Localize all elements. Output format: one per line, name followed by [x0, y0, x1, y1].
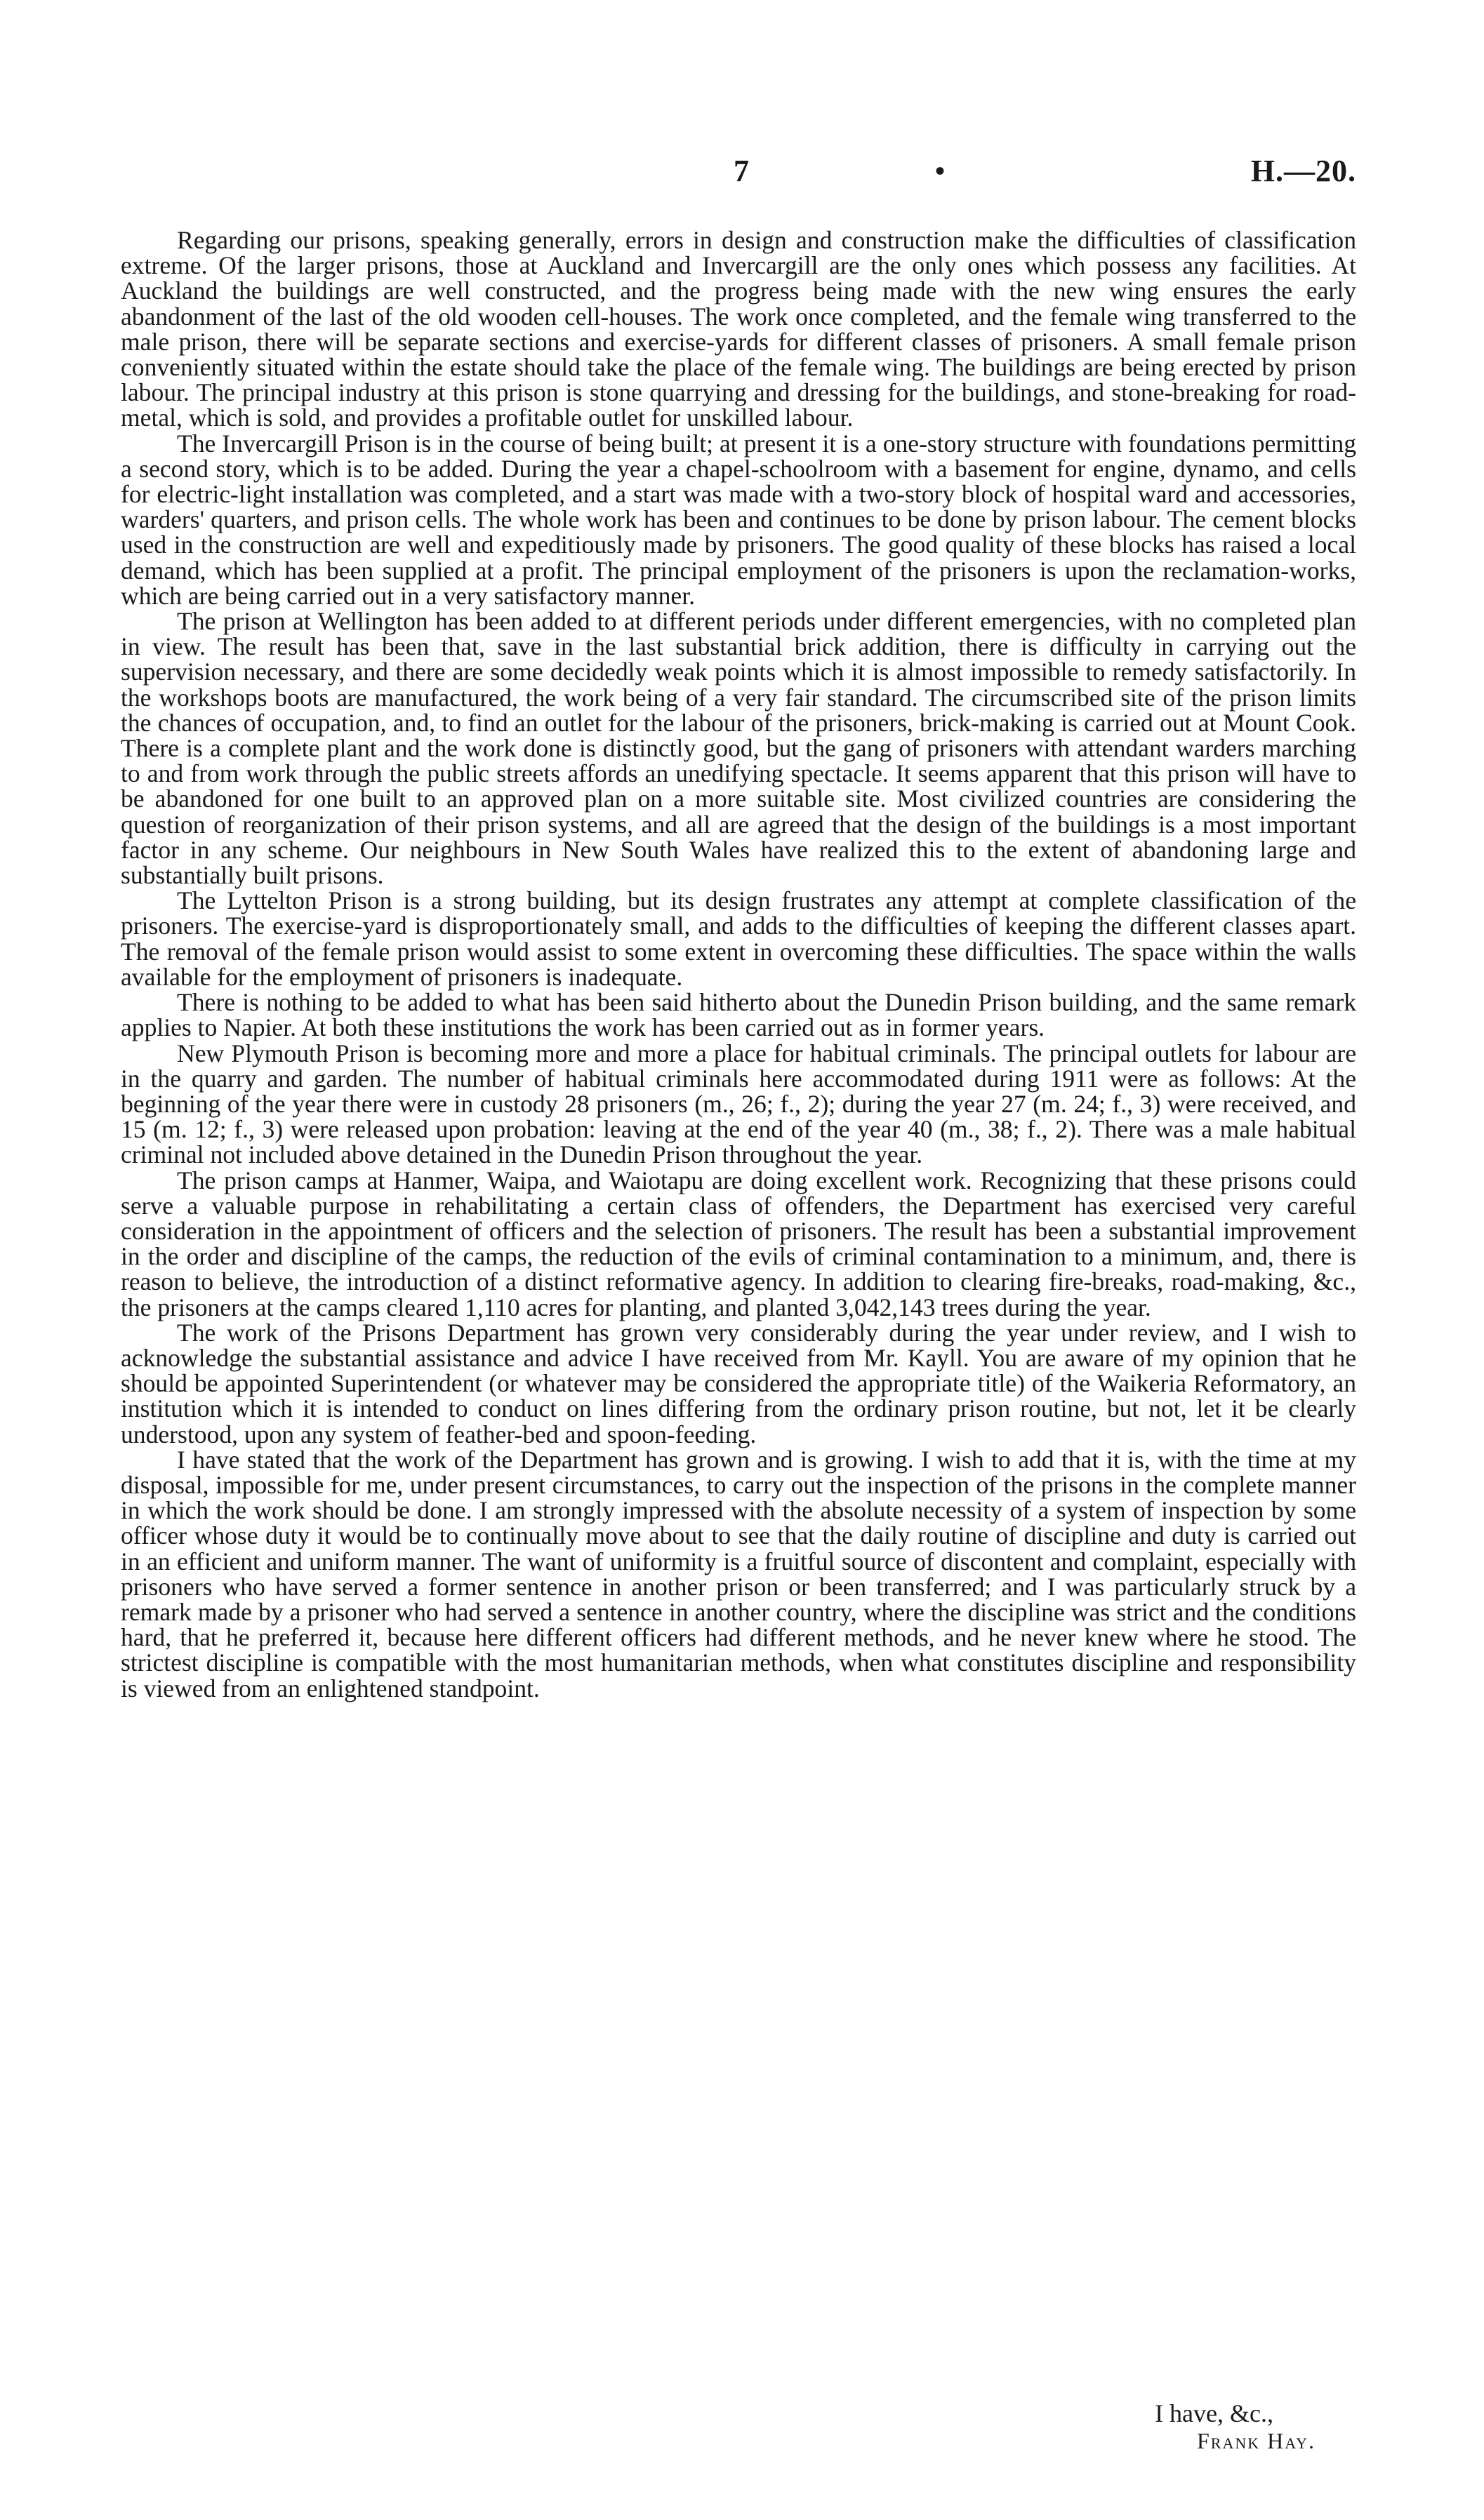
series-label: H.—20. — [1250, 154, 1356, 188]
page-header — [119, 153, 1356, 195]
paragraph-dunedin: There is nothing to be added to what has been said hitherto about the Dunedin Prison building, and the same remark applies to Napier. At both these institutions the work has been carried out as in former years. — [121, 988, 1356, 1042]
paragraph-inspection: I have stated that the work of the Department has grown and is growing. I wish to add that it is, with the time at my disposal, impossible for me, under present circumstances, to carry out the inspection of the prisons in the complete manner in which the work should be done. I am strongly impressed with the absolute necessity of a system of inspection by some officer whose duty it would be to continually move about to see that the daily routine of discipline and duty is carried out in an efficient and uniform manner. The want of uniformity is a fruitful source of discontent and complaint, especially with prisoners who have served a former sentence in another prison or been transferred; and I was particularly struck by a remark made by a prisoner who had served a sentence in another country, where the discipline was strict and the conditions hard, that he preferred it, because here different officers had different methods, and he never knew where he stood. The strictest discipline is compatible with the most humanitarian methods, when what constitutes discipline and responsibility is viewed from an enlightened standpoint. — [121, 1445, 1356, 1702]
header-dot: • — [935, 155, 946, 187]
paragraph-department-growth: The work of the Prisons Department has grown very considerably during the year under review, and I wish to acknowledge the substantial assistance and advice I have received from Mr. Kayll. You are aware of my opinion that he should be appointed Superintendent (or whatever may be considered the appropriate title) of the Waikeria Reformatory, an institution which it is intended to conduct on lines differing from the ordinary prison routine, but not, let it be clearly understood, upon any system of feather-bed and spoon-feeding. — [121, 1318, 1356, 1448]
paragraph-lyttelton: The Lyttelton Prison is a strong building, but its design frustrates any attempt at complete classification of the prisoners. The exercise-yard is disproportionately small, and adds to the difficulties of keeping the different classes apart. The removal of the female prison would assist to some extent in overcoming these difficulties. The space within the walls available for the employment of prisoners is inadequate. — [121, 886, 1356, 991]
signature: Frank Hay. — [1197, 2428, 1316, 2453]
valediction: I have, &c., — [1155, 2399, 1273, 2427]
report-body — [121, 227, 1356, 1701]
paragraph-invercargill: The Invercargill Prison is in the course of being built; at present it is a one-story structure with foundations permitting a second story, which is to be added. During the year a chapel-schoolroom with a basement for engine, dynamo, and cells for electric-light installation was completed, and a start was made with a two-story block of hospital ward and accessories, warders' quarters, and prison cells. The whole work has been and continues to be done by prison labour. The cement blocks used in the construction are well and expeditiously made by prisoners. The good quality of these blocks has raised a local demand, which has been supplied at a profit. The principal employment of the prisoners is upon the reclamation-works, which are being carried out in a very satisfactory manner. — [121, 429, 1356, 610]
paragraph-wellington: The prison at Wellington has been added to at different periods under different emergencies, with no completed plan in view. The result has been that, save in the last substantial brick addition, there is difficulty in carrying out the supervision necessary, and there are some decidedly weak points which it is almost impossible to remedy satisfactorily. In the workshops boots are manufactured, the work being of a very fair standard. The circumscribed site of the prison limits the chances of occupation, and, to find an outlet for the labour of the prisoners, brick-making is carried out at Mount Cook. There is a complete plant and the work done is distinctly good, but the gang of prisoners with attendant warders marching to and from work through the public streets affords an unedifying spectacle. It seems apparent that this prison will have to be abandoned for one built to an approved plan on a more suitable site. Most civilized countries are considering the question of reorganization of their prison systems, and all are agreed that the design of the buildings is a most important factor in any scheme. Our neighbours in New South Wales have realized this to the extent of abandoning large and substantially built prisons. — [121, 607, 1356, 890]
paragraph-auckland: Regarding our prisons, speaking generally, errors in design and construction make the difficulties of classification extreme. Of the larger prisons, those at Auckland and Invercargill are the only ones which possess any facilities. At Auckland the buildings are well constructed, and the progress being made with the new wing ensures the early abandonment of the last of the old wooden cell-houses. The work once completed, and the female wing transferred to the male prison, there will be separate sections and exercise-yards for different classes of prisoners. A small female prison conveniently situated within the estate should take the place of the female wing. The buildings are being erected by prison labour. The principal industry at this prison is stone quarrying and dressing for the buildings, and stone-breaking for road-metal, which is sold, and provides a profitable outlet for unskilled labour. — [121, 226, 1356, 432]
page-number: 7 — [734, 154, 749, 188]
paragraph-new-plymouth: New Plymouth Prison is becoming more and more a place for habitual criminals. The principal outlets for labour are in the quarry and garden. The number of habitual criminals here accommodated during 1911 were as follows: At the beginning of the year there were in custody 28 prisoners (m., 26; f., 2); during the year 27 (m. 24; f., 3) were received, and 15 (m. 12; f., 3) were released upon probation: leaving at the end of the year 40 (m., 38; f., 2). There was a male habitual criminal not included above detained in the Dunedin Prison throughout the year. — [121, 1039, 1356, 1169]
paragraph-prison-camps: The prison camps at Hanmer, Waipa, and Waiotapu are doing excellent work. Recognizing that these prisons could serve a valuable purpose in rehabilitating a certain class of offenders, the Department has exercised very careful consideration in the appointment of officers and the selection of prisoners. The result has been a substantial improvement in the order and discipline of the camps, the reduction of the evils of criminal contamination to a minimum, and, there is reason to believe, the introduction of a distinct reformative agency. In addition to clearing fire-breaks, road-making, &c., the prisoners at the camps cleared 1,110 acres for planting, and planted 3,042,143 trees during the year. — [121, 1166, 1356, 1321]
